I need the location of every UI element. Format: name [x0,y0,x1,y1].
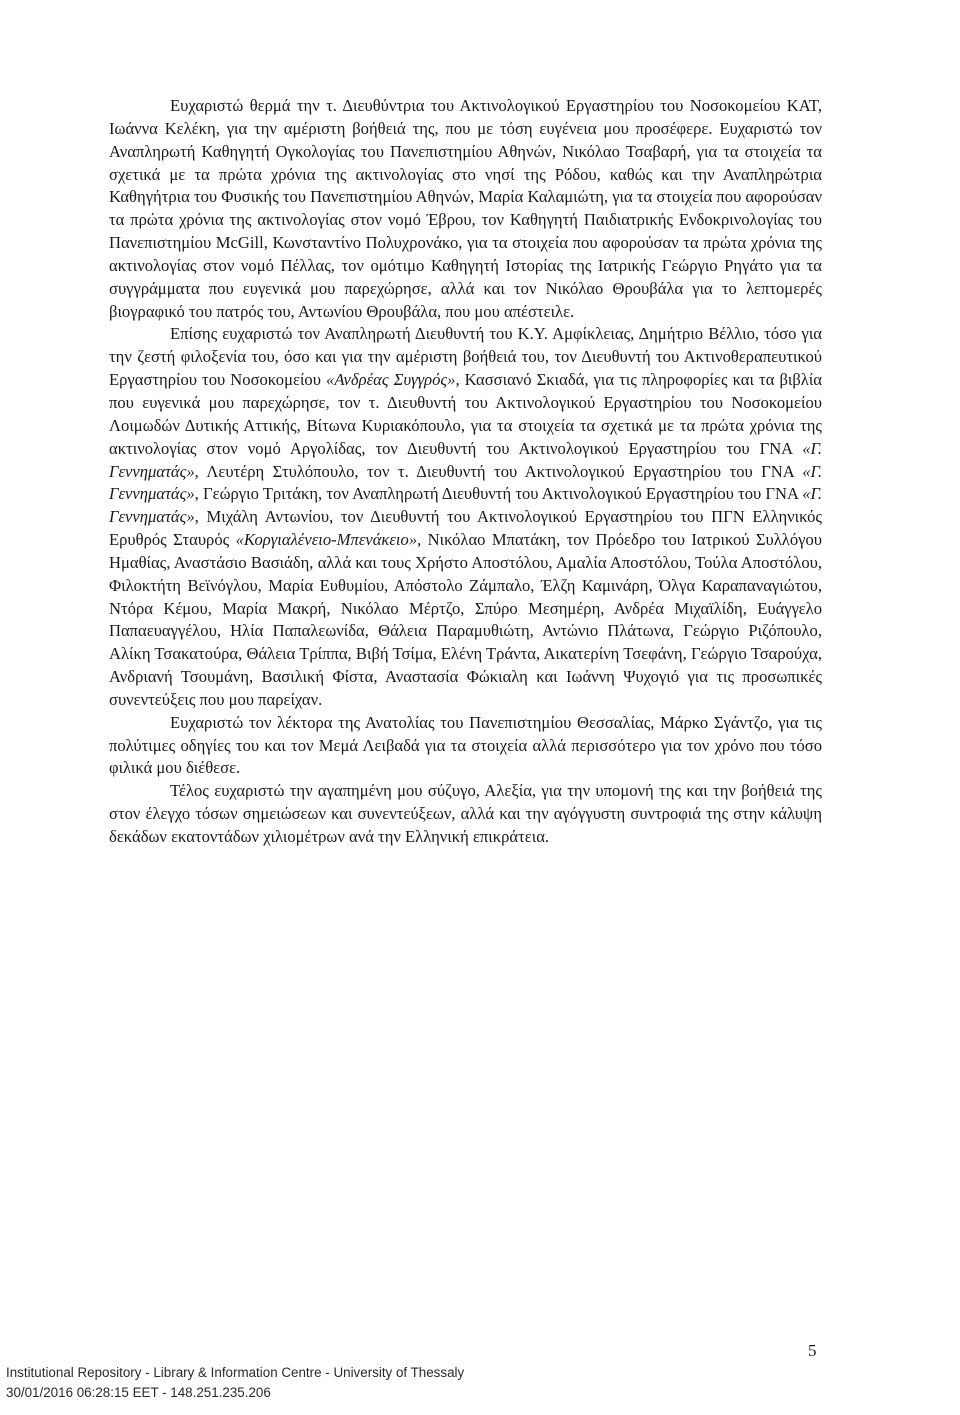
download-stamp: 30/01/2016 06:28:15 EET - 148.251.235.206 [6,1385,271,1400]
italic-name: «Ανδρέας Συγγρός» [326,370,456,390]
italic-name: «Γ. Γεννηματάς» [109,438,822,481]
paragraph [109,323,822,711]
acknowledgements-text [109,95,822,849]
text-run: Τέλος ευχαριστώ την αγαπημένη μου σύζυγο, Αλεξία, για την υπομονή της και την βοήθειά της στον έλεγχο τόσων σημειώσεων και συνεντεύξεων, αλλά και την αγόγγυστη συντροφιά της στην κάλυψη δεκάδων εκατοντάδων χιλιομέτρων ανά την Ελληνική επικράτεια. [109,781,822,846]
paragraph [109,712,822,781]
repository-line: Institutional Repository - Library & Information Centre - University of Thessaly [6,1365,465,1380]
paragraph [109,95,822,323]
text-run: , Γεώργιο Τριτάκη, τον Αναπληρωτή Διευθυντή του Ακτινολογικού Εργαστηρίου του ΓΝΑ [194,484,803,504]
text-run: Επίσης ευχαριστώ τον Αναπληρωτή Διευθυντή του Κ.Υ. Αμφίκλειας, Δημήτριο Βέλλιο, τόσο για την ζεστή φιλοξενία του, όσο και για την αμέριστη βοήθειά του, τον Διευθυντή του Ακτινοθεραπευτικού Εργαστηρίου του Νοσοκομείου [109,324,822,390]
paragraph [109,780,822,849]
italic-name: «Κοργιαλένειο-Μπενάκειο» [235,530,418,550]
repository-footer [6,1363,464,1403]
text-run: , Κασσιανό Σκιαδά, για τις πληροφορίες και τα βιβλία που ευγενικά μου παρεχώρησε, τον τ. Διευθυντή του Ακτινολογικού Εργαστηρίου του Νοσοκομείου Λοιμωδών Δυτικής Αττικής, Βίτωνα Κυριακόπουλο, για τα στοιχεία τα σχετικά με τα πρώτα χρόνια της ακτινολογίας στον νομό Αργολίδας, τον Διευθυντή του Ακτινολογικού Εργαστηρίου του ΓΝΑ [109,370,823,458]
text-run: , Μιχάλη Αντωνίου, τον Διευθυντή του Ακτινολογικού Εργαστηρίου του ΠΓΝ Ελληνικός Ερυθρός Σταυρός [109,507,822,550]
italic-name: «Γ. Γεννηματάς» [109,484,822,527]
page-number: 5 [808,1341,817,1360]
italic-name: «Γ. Γεννηματάς» [109,461,822,504]
text-run: , Λευτέρη Στυλόπουλο, τον τ. Διευθυντή του Ακτινολογικού Εργαστηρίου του ΓΝΑ [194,461,803,481]
text-run: Ευχαριστώ θερμά την τ. Διευθύντρια του Ακτινολογικού Εργαστηρίου του Νοσοκομείου ΚΑΤ, Ιωάννα Κελέκη, για την αμέριστη βοήθειά της, που με τόση ευγένεια μου προσέφερε. Ευχαριστώ τον Αναπληρωτή Καθηγητή Ογκολογίας του Πανεπιστημίου Αθηνών, Νικόλαο Τσαβαρή, για τα στοιχεία τα σχετικά με τα πρώτα χρόνια της ακτινολογίας στο νησί της Ρόδου, καθώς και την Αναπληρώτρια Καθηγήτρια του Φυσικής του Πανεπιστημίου Αθηνών, Μαρία Καλαμιώτη, για τα στοιχεία που αφορούσαν τα πρώτα χρόνια της ακτινολογίας στον νομό Έβρου, τον Καθηγητή Παιδιατρικής Ενδοκρινολογίας του Πανεπιστημίου McGill, Κωνσταντίνο Πολυχρονάκο, για τα στοιχεία που αφορούσαν τα πρώτα χρόνια της ακτινολογίας στον νομό Πέλλας, τον ομότιμο Καθηγητή Ιστορίας της Ιατρικής Γεώργιο Ρηγάτο για τα συγγράμματα που ευγενικά μου παρεχώρησε, αλλά και τον Νικόλαο Θρουβάλα για το λεπτομερές βιογραφικό του πατρός του, Αντωνίου Θρουβάλα, που μου απέστειλε. [109,96,822,321]
text-run: Ευχαριστώ τον λέκτορα της Ανατολίας του Πανεπιστημίου Θεσσαλίας, Μάρκο Σγάντζο, για τις πολύτιμες οδηγίες του και τον Μεμά Λειβαδά για τα στοιχεία αλλά περισσότερο για τον χρόνο που τόσο φιλικά μου διέθεσε. [109,712,822,778]
text-run: , Νικόλαο Μπατάκη, τον Πρόεδρο του Ιατρικού Συλλόγου Ημαθίας, Αναστάσιο Βασιάδη, αλλά και τους Χρήστο Αποστόλου, Αμαλία Αποστόλου, Τούλα Αποστόλου, Φιλοκτήτη Βεϊνόγλου, Μαρία Ευθυμίου, Απόστολο Ζάμπαλο, Έλζη Καμινάρη, Όλγα Καραπαναγιώτου, Ντόρα Κέμου, Μαρία Μακρή, Νικόλαο Μέρτζο, Σπύρο Μεσημέρη, Ανδρέα Μιχαϊλίδη, Ευάγγελο Παπαευαγγέλου, Ηλία Παπαλεωνίδα, Θάλεια Παραμυθιώτη, Αντώνιο Πλάτωνα, Γεώργιο Ριζόπουλο, Αλίκη Τσακατούρα, Θάλεια Τρίππα, Βιβή Τσίμα, Ελένη Τράντα, Αικατερίνη Τσεφάνη, Γεώργιο Τσαρούχα, Ανδριανή Τσουμάνη, Βασιλική Φίστα, Αναστασία Φώκιαλη και Ιωάννη Ψυχογιό για τις προσωπικές συνεντεύξεις που μου παρείχαν. [109,530,822,709]
